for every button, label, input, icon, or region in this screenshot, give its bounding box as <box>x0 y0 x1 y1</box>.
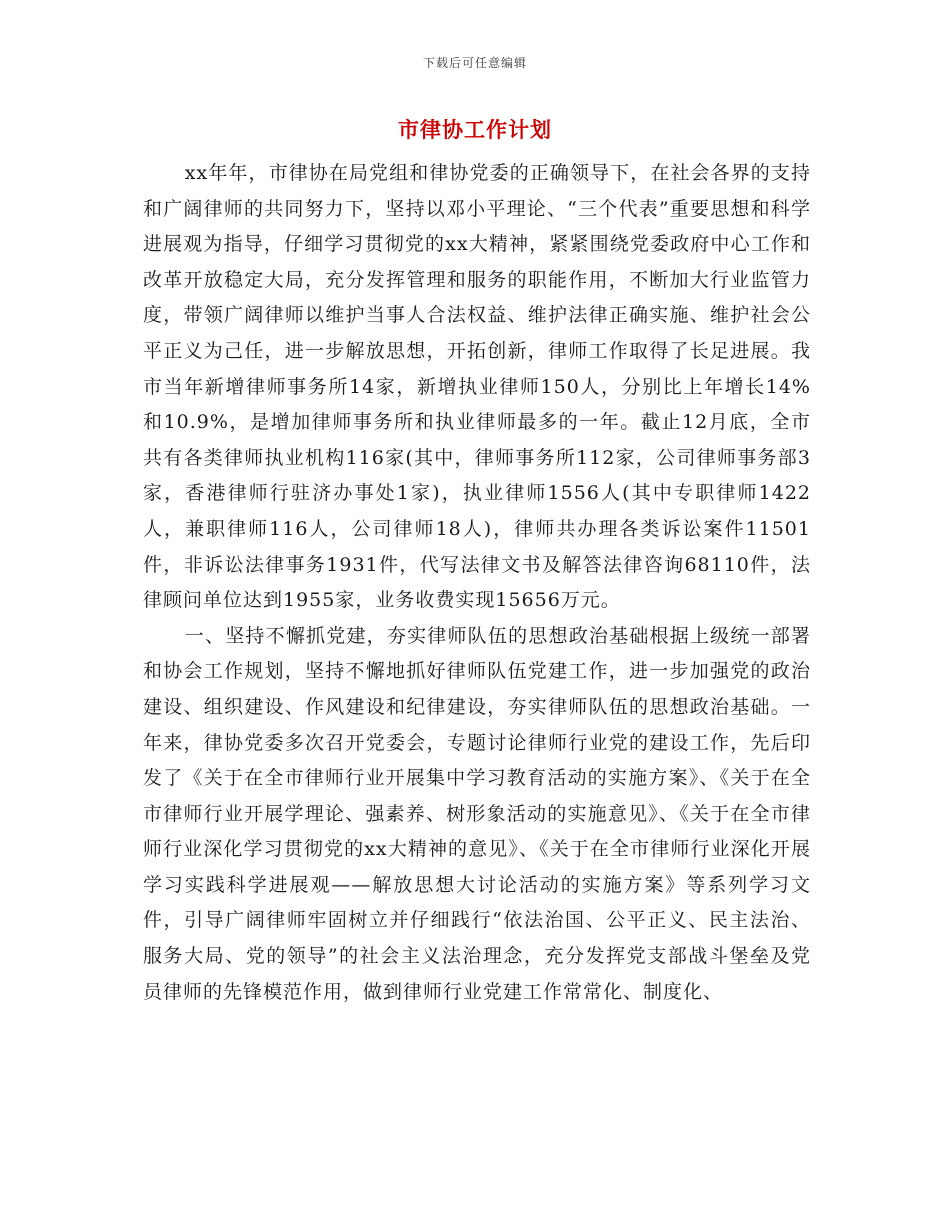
document-body <box>143 156 811 1010</box>
document-title: 市律协工作计划 <box>398 117 552 142</box>
paragraph-intro: xx年年，市律协在局党组和律协党委的正确领导下，在社会各界的支持和广阔律师的共同努力下，坚持以邓小平理论、“三个代表”重要思想和科学进展观为指导，仔细学习贯彻党的xx大精神，紧紧围绕党委政府中心工作和改革开放稳定大局，充分发挥管理和服务的职能作用，不断加大行业监管力度，带领广阔律师以维护当事人合法权益、维护法律正确实施、维护社会公平正义为己任，进一步解放思想，开拓创新，律师工作取得了长足进展。我市当年新增律师事务所14家，新增执业律师150人，分别比上年增长14%和10.9%，是增加律师事务所和执业律师最多的一年。截止12月底，全市共有各类律师执业机构116家(其中，律师事务所112家，公司律师事务部3家，香港律师行驻济办事处1家)，执业律师1556人(其中专职律师1422人，兼职律师116人，公司律师18人)，律师共办理各类诉讼案件11501件，非诉讼法律事务1931件，代写法律文书及解答法律咨询68110件，法律顾问单位达到1955家，业务收费实现15656万元。 <box>143 162 811 612</box>
header-note: 下载后可任意编辑 <box>422 56 527 70</box>
paragraph-section-one: 一、坚持不懈抓党建，夯实律师队伍的思想政治基础根据上级统一部署和协会工作规划，坚持不懈地抓好律师队伍党建工作，进一步加强党的政治建设、组织建设、作风建设和纪律建设，夯实律师队伍的思想政治基础。一年来，律协党委多次召开党委会，专题讨论律师行业党的建设工作，先后印发了《关于在全市律师行业开展集中学习教育活动的实施方案》、《关于在全市律师行业开展学理论、强素养、树形象活动的实施意见》、《关于在全市律师行业深化学习贯彻党的xx大精神的意见》、《关于在全市律师行业深化开展学习实践科学进展观——解放思想大讨论活动的实施方案》等系列学习文件，引导广阔律师牢固树立并仔细践行“依法治国、公平正义、民主法治、服务大局、党的领导”的社会主义法治理念，充分发挥党支部战斗堡垒及党员律师的先锋模范作用，做到律师行业党建工作常常化、制度化、 <box>143 624 811 1003</box>
